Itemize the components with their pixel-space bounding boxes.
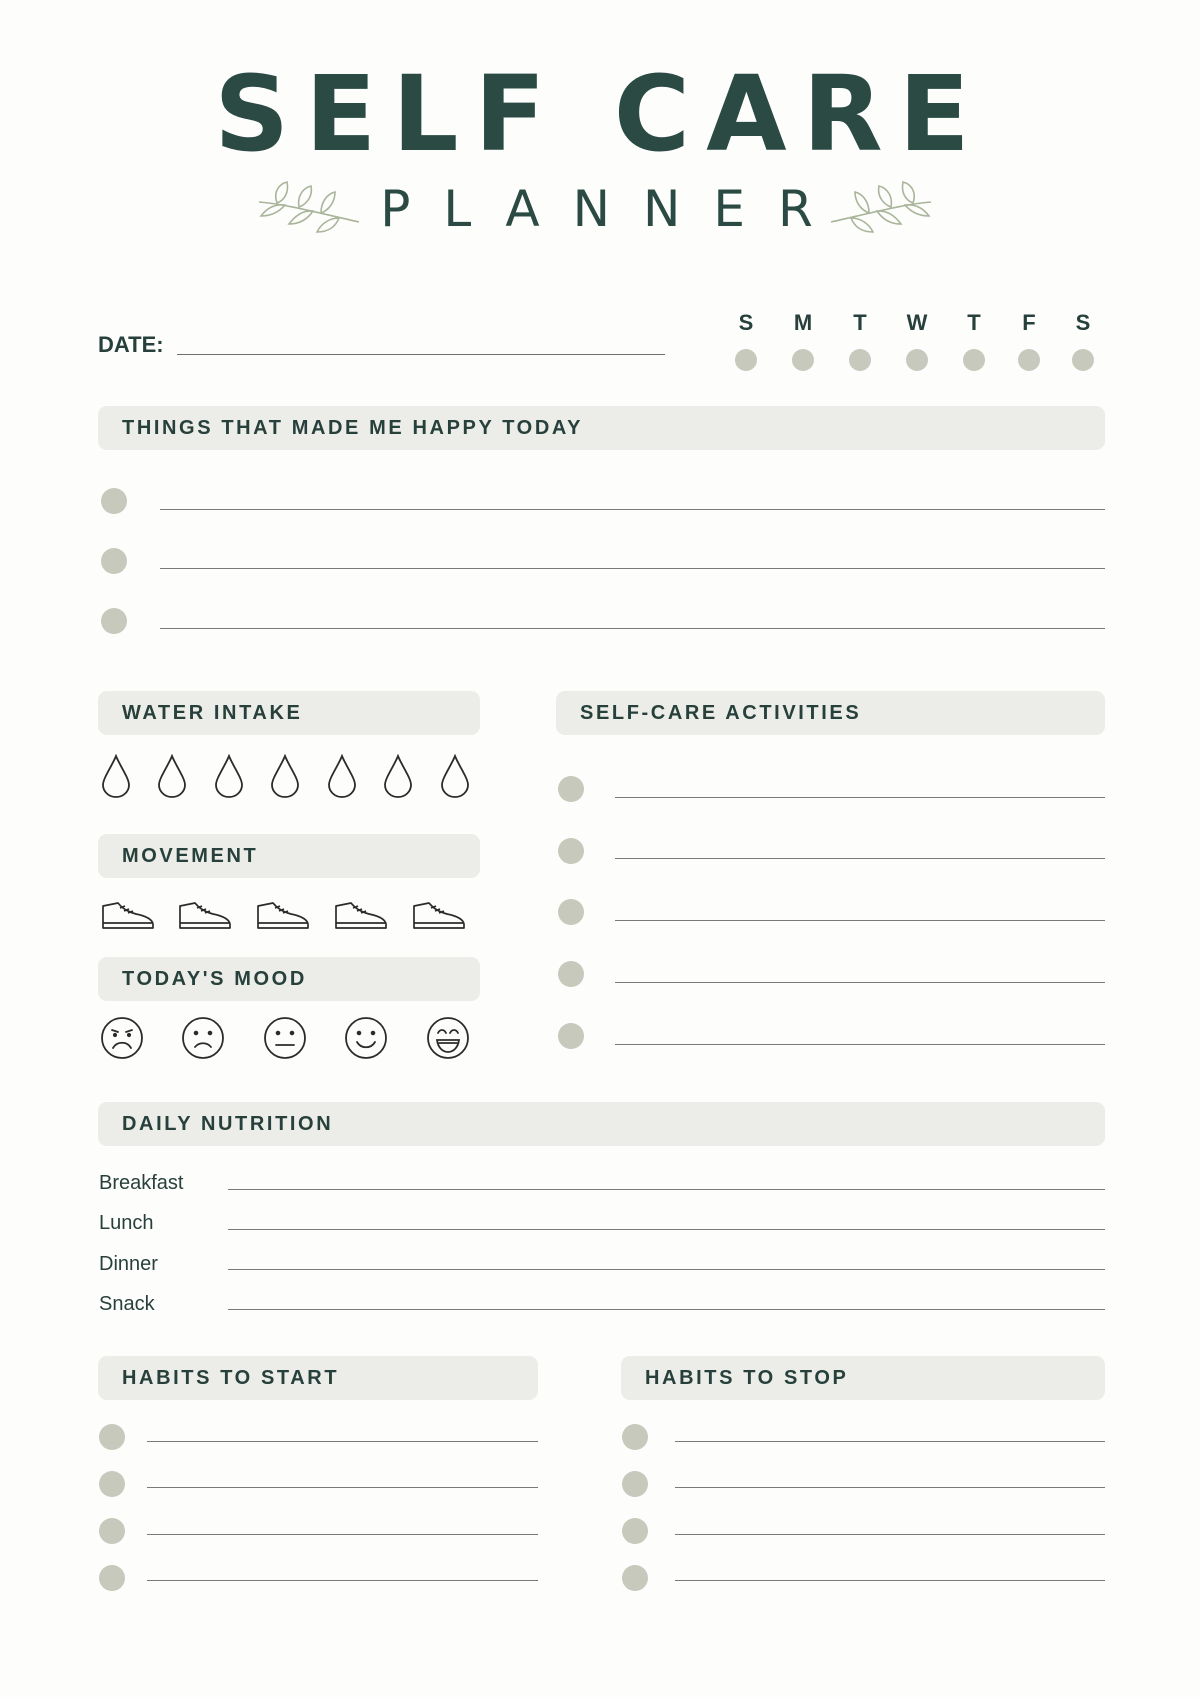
water-drop-icon[interactable] — [156, 754, 188, 798]
mood-faces-row — [98, 1016, 480, 1062]
movement-sneakers-row — [100, 896, 480, 936]
habit-start-bullet — [99, 1471, 125, 1497]
habit-start-entry-line[interactable] — [147, 1487, 538, 1488]
habit-start-entry-line[interactable] — [147, 1580, 538, 1581]
meal-entry-snack[interactable] — [228, 1309, 1105, 1310]
habit-start-entry-line[interactable] — [147, 1534, 538, 1535]
date-input-line[interactable] — [177, 354, 665, 355]
activity-bullet — [558, 1023, 584, 1049]
habit-start-entry-line[interactable] — [147, 1441, 538, 1442]
day-letter-saturday: S — [1075, 310, 1091, 335]
meal-label-lunch: Lunch — [99, 1212, 154, 1234]
very-sad-face-icon[interactable] — [100, 1016, 144, 1060]
habit-stop-bullet — [622, 1471, 648, 1497]
activity-entry-line[interactable] — [615, 982, 1105, 983]
day-letter-thursday: T — [967, 310, 981, 335]
section-header-nutrition: DAILY NUTRITION — [98, 1102, 1105, 1146]
activity-bullet — [558, 776, 584, 802]
habit-stop-entry-line[interactable] — [675, 1487, 1105, 1488]
leaf-branch-right-icon — [825, 176, 935, 236]
meal-entry-dinner[interactable] — [228, 1269, 1105, 1270]
water-drop-icon[interactable] — [439, 754, 471, 798]
water-drops-row — [100, 754, 480, 800]
sneaker-icon[interactable] — [255, 896, 311, 932]
activity-bullet — [558, 838, 584, 864]
page-title: SELF CARE — [214, 53, 986, 175]
laughing-face-icon[interactable] — [426, 1016, 470, 1060]
meal-label-snack: Snack — [99, 1293, 155, 1315]
happy-bullet — [101, 488, 127, 514]
day-checkbox-thursday[interactable] — [963, 349, 985, 371]
meal-label-breakfast: Breakfast — [99, 1172, 184, 1194]
activity-entry-line[interactable] — [615, 920, 1105, 921]
habit-stop-bullet — [622, 1518, 648, 1544]
day-checkbox-saturday[interactable] — [1072, 349, 1094, 371]
happy-bullet — [101, 548, 127, 574]
day-checkbox-tuesday[interactable] — [849, 349, 871, 371]
day-letter-sunday: S — [738, 310, 754, 335]
habit-stop-bullet — [622, 1424, 648, 1450]
activity-entry-line[interactable] — [615, 858, 1105, 859]
section-header-habits-start: HABITS TO START — [98, 1356, 538, 1400]
water-drop-icon[interactable] — [269, 754, 301, 798]
happy-entry-line[interactable] — [160, 509, 1105, 510]
habit-start-bullet — [99, 1565, 125, 1591]
section-header-mood: TODAY'S MOOD — [98, 957, 480, 1001]
habit-start-bullet — [99, 1518, 125, 1544]
happy-bullet — [101, 608, 127, 634]
activity-entry-line[interactable] — [615, 1044, 1105, 1045]
day-letter-friday: F — [1022, 310, 1036, 335]
day-checkbox-monday[interactable] — [792, 349, 814, 371]
meal-entry-lunch[interactable] — [228, 1229, 1105, 1230]
day-letter-tuesday: T — [853, 310, 867, 335]
activity-bullet — [558, 899, 584, 925]
water-drop-icon[interactable] — [382, 754, 414, 798]
smile-face-icon[interactable] — [344, 1016, 388, 1060]
neutral-face-icon[interactable] — [263, 1016, 307, 1060]
section-header-happy: THINGS THAT MADE ME HAPPY TODAY — [98, 406, 1105, 450]
habit-start-bullet — [99, 1424, 125, 1450]
habit-stop-bullet — [622, 1565, 648, 1591]
water-drop-icon[interactable] — [326, 754, 358, 798]
section-header-water: WATER INTAKE — [98, 691, 480, 735]
habit-stop-entry-line[interactable] — [675, 1534, 1105, 1535]
happy-entry-line[interactable] — [160, 568, 1105, 569]
section-header-movement: MOVEMENT — [98, 834, 480, 878]
meal-entry-breakfast[interactable] — [228, 1189, 1105, 1190]
happy-entry-line[interactable] — [160, 628, 1105, 629]
day-checkbox-wednesday[interactable] — [906, 349, 928, 371]
habit-stop-entry-line[interactable] — [675, 1580, 1105, 1581]
sneaker-icon[interactable] — [333, 896, 389, 932]
water-drop-icon[interactable] — [100, 754, 132, 798]
meal-label-dinner: Dinner — [99, 1253, 158, 1275]
sad-face-icon[interactable] — [181, 1016, 225, 1060]
activity-bullet — [558, 961, 584, 987]
section-header-habits-stop: HABITS TO STOP — [621, 1356, 1105, 1400]
date-label: DATE: — [98, 332, 164, 357]
day-checkbox-friday[interactable] — [1018, 349, 1040, 371]
day-letter-monday: M — [793, 310, 813, 335]
day-checkbox-sunday[interactable] — [735, 349, 757, 371]
sneaker-icon[interactable] — [177, 896, 233, 932]
activity-entry-line[interactable] — [615, 797, 1105, 798]
sneaker-icon[interactable] — [100, 896, 156, 932]
sneaker-icon[interactable] — [411, 896, 467, 932]
section-header-activities: SELF-CARE ACTIVITIES — [556, 691, 1105, 735]
habit-stop-entry-line[interactable] — [675, 1441, 1105, 1442]
water-drop-icon[interactable] — [213, 754, 245, 798]
page-subtitle: PLANNER — [380, 180, 846, 238]
day-letter-wednesday: W — [906, 310, 928, 335]
